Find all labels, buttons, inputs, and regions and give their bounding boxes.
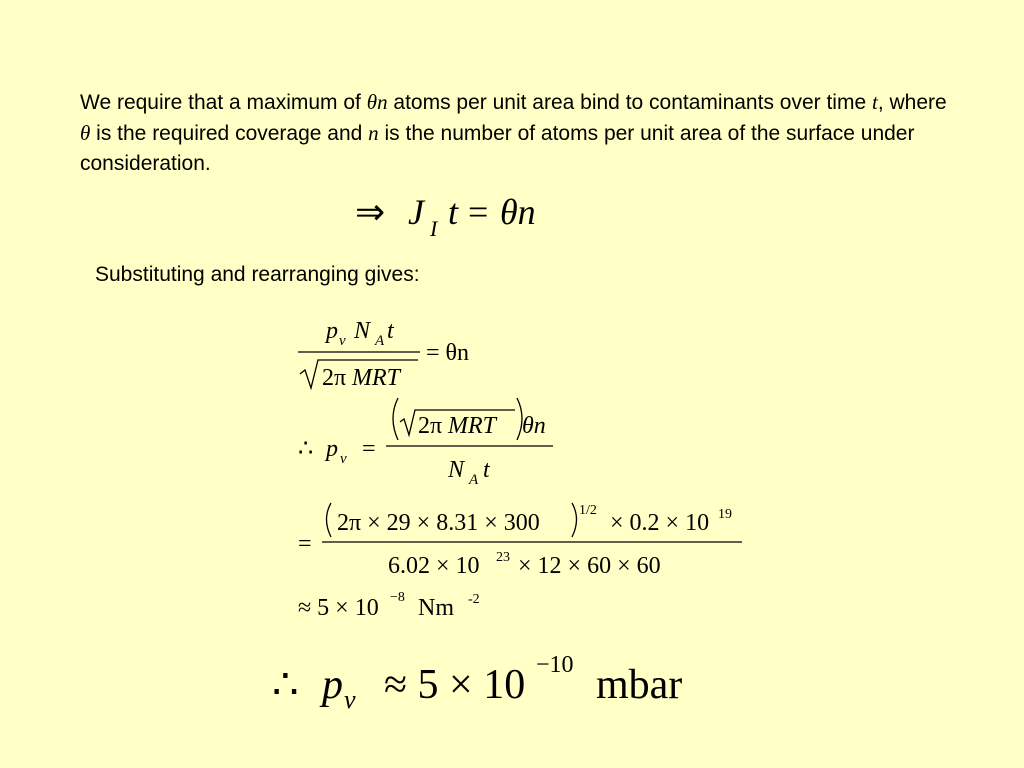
eq3-den-t: t [483,457,490,483]
eq3-num-coef: 2π [418,413,443,439]
eq3-den-A: A [469,472,479,488]
eq2-sub-v: ν [339,333,346,349]
eq2-den-coef: 2π [322,365,347,391]
eq2-den-vars: MRT [352,365,400,391]
eq6-exp: −10 [536,652,574,678]
intro-text-2: atoms per unit area bind to contaminants over time [387,91,872,114]
t-variable: t [871,90,878,114]
intro-text-3: , where [877,91,947,114]
flux-rhs: θn [500,192,536,232]
eq5-approx: ≈ 5 × 10 [298,595,379,621]
eq5-exp: −8 [390,590,405,605]
theta-symbol: θ [366,90,378,114]
eq6-approx: ≈ 5 × 10 [384,662,526,708]
eq6-therefore: ∴ [272,662,299,708]
eq6-p: p [322,662,343,708]
intro-text-4: is the required coverage and [90,122,369,145]
equation-result-si [298,590,480,621]
equation-pressure [298,398,553,488]
eq4-den-b: × 12 × 60 × 60 [518,553,661,579]
eq2-sub-A: A [375,333,385,349]
substituting-text: Substituting and rearranging gives: [95,263,420,286]
eq3-num-vars: MRT [448,413,496,439]
eq4-num-exp: 1/2 [579,503,597,518]
eq4-num-inner: 2π × 29 × 8.31 × 300 [337,510,540,536]
eq4-den-a: 6.02 × 10 [388,553,480,579]
eq2-t: t [387,318,394,344]
flux-equals: = [468,192,489,232]
eq4-left-paren [327,503,332,537]
eq4-num-tail-exp: 19 [718,507,732,522]
eq2-p: p [326,318,338,344]
equation-rate [298,318,469,391]
eq2-N: N [354,318,371,344]
eq6-unit: mbar [596,662,683,708]
n-variable-2: n [368,121,379,145]
eq3-therefore: ∴ [298,436,314,462]
eq4-den-exp: 23 [496,550,510,565]
eq3-equals: = [362,436,376,462]
equation-flux [355,192,536,241]
flux-t: t [448,192,459,232]
eq2-rhs: = θn [426,340,470,366]
flux-subscript-I: I [430,216,438,241]
equation-result-mbar [272,652,682,714]
intro-text-5: is the number of atoms per unit area of the surface under consideration. [80,122,915,175]
theta-symbol-2: θ [80,121,91,145]
eq3-left-paren [393,398,398,440]
eq4-equals: = [298,531,312,557]
implies-symbol: ⇒ [355,192,386,232]
eq3-den-N: N [448,457,465,483]
eq6-sub-v: ν [344,685,356,714]
eq3-p: p [326,436,338,462]
eq5-unit-exp: -2 [468,592,480,607]
eq3-num-tail: θn [522,413,546,439]
eq4-right-paren [572,503,577,537]
eq3-sub-v: ν [340,451,347,467]
intro-text-1: We require that a maximum of [80,91,367,114]
flux-J: J [408,192,424,232]
n-variable: n [377,90,388,114]
eq4-num-tail: × 0.2 × 10 [610,510,710,536]
equation-numeric [298,503,742,579]
eq5-unit: Nm [418,595,454,621]
